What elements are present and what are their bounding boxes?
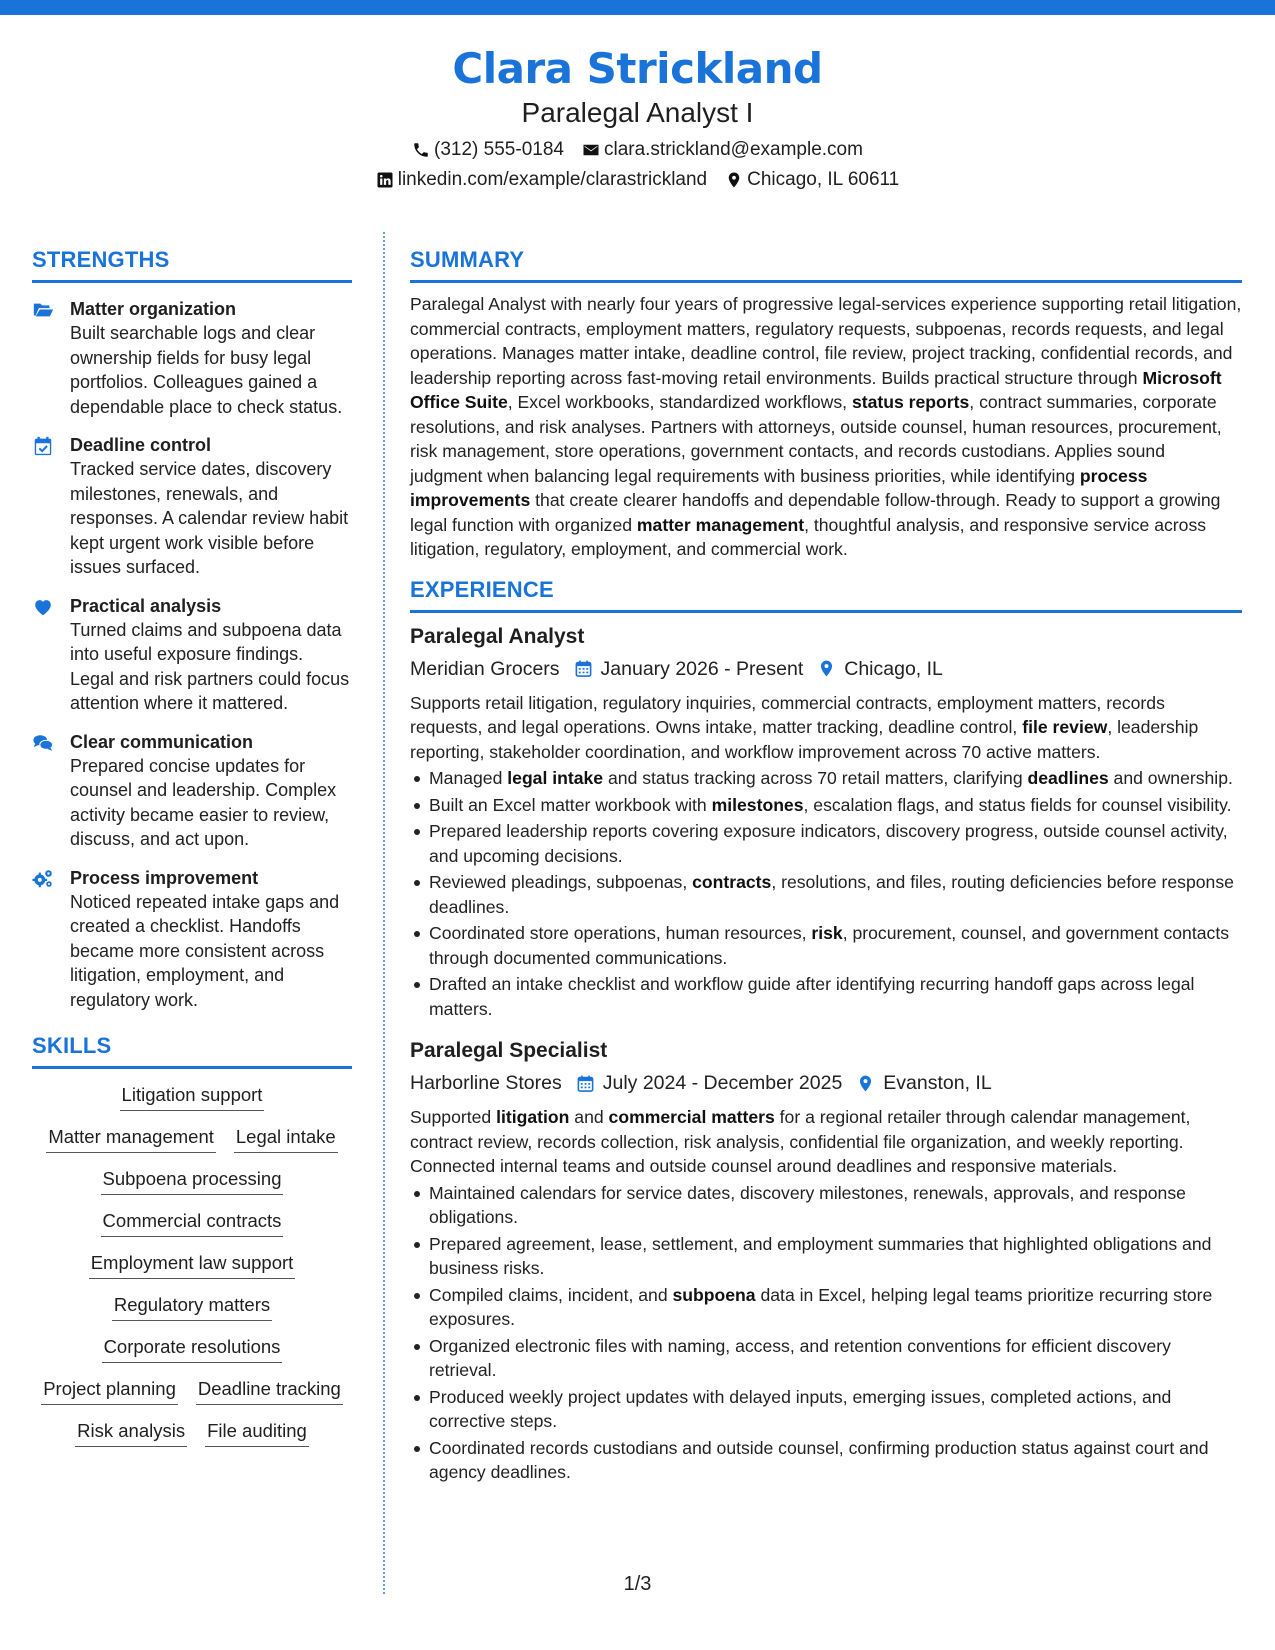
phone-icon (412, 141, 430, 159)
skill-tag: Risk analysis (75, 1418, 187, 1447)
text-run: , procurement, counsel, and government contacts through documented communications. (429, 923, 1230, 968)
bold-keyword: status reports (851, 392, 970, 412)
text-run: Managed (429, 768, 508, 788)
bold-keyword: process improvements (410, 465, 1148, 510)
strength-desc: Prepared concise updates for counsel and leadership. Complex activity became easier to review, discuss, and act upon. (70, 755, 337, 849)
bullet-item (410, 766, 1242, 791)
job-company: Meridian Grocers (410, 657, 560, 680)
job-location: Evanston, IL (883, 1072, 992, 1094)
strength-desc: Tracked service dates, discovery milestones, renewals, and responses. A calendar review habit kept urgent work visible before issues surfaced. (70, 459, 349, 577)
bold-keyword: milestones (711, 794, 804, 815)
job-dates: January 2026 - Present (600, 657, 804, 680)
text-run: Reviewed pleadings, subpoenas, (429, 872, 693, 892)
bold-keyword: litigation (496, 1107, 570, 1127)
bold-keyword: legal intake (507, 768, 604, 788)
text-run: Paralegal Analyst with nearly four years of progressive legal-services experience supporting retail litigation, commercial contracts, employment matters, regulatory requests, subpoenas, records requests, and legal operations. Manages matter intake, deadline control, file review, project tracking, confidential records, and leadership reporting across fast-moving retail environments. Builds practical structure through (410, 294, 1242, 388)
text-run: Produced weekly project updates with delayed inputs, emerging issues, completed actions, and corrective steps. (429, 1386, 1172, 1431)
calendar-icon (576, 1074, 595, 1093)
strength-title: Practical analysis (70, 595, 222, 616)
text-run: , contract summaries, corporate resolutions, and risk analyses. Partners with attorneys, outside counsel, human resources, procurement, risk management, store operations, government contacts, and records custodians. Applies sound judgment when balancing legal requirements with business priorities, while identifying (410, 392, 1222, 486)
job-title: Paralegal Analyst (410, 624, 585, 648)
bold-keyword: commercial matters (608, 1107, 775, 1127)
job-title: Paralegal Specialist (410, 1039, 608, 1062)
skill-tag: Corporate resolutions (102, 1334, 283, 1363)
strength-item (32, 433, 352, 580)
job-entry (410, 1037, 1242, 1485)
phone-text: (312) 555-0184 (434, 139, 564, 160)
job-bullets (410, 766, 1242, 1021)
folder-open-icon (32, 299, 54, 321)
bullet-item (410, 1181, 1242, 1230)
bold-keyword: subpoena (672, 1284, 756, 1305)
top-accent-bar (0, 0, 1275, 15)
heart-icon (32, 596, 54, 618)
strength-desc: Noticed repeated intake gaps and created a checklist. Handoffs became more consistent across litigation, employment, and regulatory work. (70, 891, 340, 1010)
text-run: , resolutions, and files, routing deficiencies before response deadlines. (429, 872, 1234, 917)
job-company: Harborline Stores (410, 1072, 562, 1094)
text-run: , thoughtful analysis, and responsive service across litigation, regulatory, employment, and commercial work. (410, 514, 1207, 559)
bullet-item (410, 819, 1242, 868)
text-run: Coordinated records custodians and outside counsel, confirming production status against court and agency deadlines. (429, 1437, 1209, 1482)
text-run: Coordinated store operations, human resources, (429, 923, 812, 943)
resume-header (0, 42, 1275, 192)
text-run: for a regional retailer through calendar management, contract review, records collection, risk analysis, confidential file organization, and weekly reporting. Connected internal teams and outside counsel around deadlines and responsive materials. (410, 1107, 1191, 1176)
text-run: , escalation flags, and status fields for counsel visibility. (803, 794, 1232, 815)
text-run: that create clearer handoffs and dependable follow-through. Ready to support a growing legal function with organized (410, 490, 1221, 535)
comments-icon (32, 732, 54, 754)
text-run: Supported (410, 1107, 497, 1127)
candidate-title: Paralegal Analyst I (521, 97, 754, 128)
job-entry (410, 623, 1242, 1022)
summary-text (410, 292, 1242, 562)
strength-item (32, 594, 352, 716)
skill-tag: Regulatory matters (112, 1292, 272, 1321)
calendar-check-icon (32, 435, 54, 457)
text-run: and status tracking across 70 retail matters, clarifying (603, 768, 1028, 788)
linkedin-contact[interactable] (376, 168, 707, 192)
bold-keyword: contracts (692, 872, 772, 892)
page-number: 1/3 (623, 1573, 652, 1595)
phone-contact (412, 138, 564, 162)
text-run: data in Excel, helping legal teams prioritize recurring store exposures. (429, 1284, 1213, 1329)
strength-item (32, 297, 352, 419)
skills-list (32, 1082, 352, 1447)
text-run: Supports retail litigation, regulatory inquiries, commercial contracts, employment matters, records requests, and legal operations. Owns intake, matter tracking, deadline control, (410, 692, 1165, 737)
job-location: Chicago, IL (844, 657, 943, 680)
text-run: Prepared agreement, lease, settlement, and employment summaries that highlighted obligations and business risks. (429, 1233, 1212, 1278)
bullet-item (410, 921, 1242, 970)
bullet-item (410, 972, 1242, 1021)
skill-tag: Litigation support (120, 1082, 265, 1111)
bold-keyword: Microsoft Office Suite (410, 367, 1222, 412)
skill-tag: Subpoena processing (101, 1166, 284, 1195)
skill-tag: File auditing (205, 1418, 309, 1447)
job-bullets (410, 1181, 1242, 1485)
strength-title: Process improvement (70, 867, 259, 888)
location-contact (725, 168, 899, 192)
strength-title: Matter organization (70, 299, 237, 319)
email-text[interactable]: clara.strickland@example.com (603, 139, 863, 160)
skill-tag: Employment law support (89, 1250, 296, 1279)
job-meta (410, 655, 1242, 683)
strength-item (32, 866, 352, 1013)
job-meta (410, 1069, 1242, 1097)
skill-tag: Project planning (41, 1376, 178, 1405)
map-marker-icon (817, 659, 836, 678)
map-marker-icon (725, 171, 743, 189)
candidate-name: Clara Strickland (452, 44, 823, 93)
skill-tag: Legal intake (234, 1124, 338, 1153)
linkedin-text[interactable]: linkedin.com/example/clarastrickland (397, 169, 708, 190)
skill-tag: Commercial contracts (101, 1208, 284, 1237)
email-contact[interactable] (582, 138, 863, 162)
strength-desc: Turned claims and subpoena data into useful exposure findings. Legal and risk partners could focus attention where it mattered. (70, 619, 350, 713)
text-run: and (569, 1107, 609, 1127)
text-run: Compiled claims, incident, and (429, 1284, 673, 1305)
strength-title: Deadline control (70, 435, 212, 455)
bold-keyword: risk (811, 923, 843, 943)
contact-row-1 (0, 138, 1275, 162)
bullet-item (410, 1334, 1242, 1383)
text-run: Organized electronic files with naming, access, and retention conventions for efficient discovery retrieval. (429, 1335, 1171, 1380)
text-run: , leadership reporting, stakeholder coordination, and workflow improvement across 70 active matters. (410, 717, 1199, 762)
text-run: Prepared leadership reports covering exposure indicators, discovery progress, outside counsel activity, and upcoming decisions. (429, 821, 1228, 866)
skill-tag: Deadline tracking (196, 1376, 343, 1405)
bold-keyword: file review (1022, 717, 1108, 737)
text-run: Maintained calendars for service dates, discovery milestones, renewals, approvals, and response obligations. (429, 1182, 1186, 1227)
column-divider (383, 232, 385, 1594)
bold-keyword: matter management (636, 514, 805, 535)
linkedin-icon (376, 171, 394, 189)
cogs-icon (32, 868, 54, 890)
bold-keyword: deadlines (1027, 768, 1109, 788)
text-run: , Excel workbooks, standardized workflows, (507, 392, 852, 412)
bullet-item (410, 1283, 1242, 1332)
job-description (410, 1105, 1242, 1179)
calendar-icon (574, 659, 593, 678)
job-description (410, 691, 1242, 765)
strength-item (32, 730, 352, 852)
right-column (410, 246, 1242, 1485)
bullet-item (410, 1232, 1242, 1281)
text-run: Drafted an intake checklist and workflow guide after identifying recurring handoff gaps across legal matters. (429, 974, 1195, 1019)
map-marker-icon (856, 1074, 875, 1093)
bullet-item (410, 793, 1242, 818)
strength-title: Clear communication (70, 731, 254, 752)
bullet-item (410, 1385, 1242, 1434)
text-run: Built an Excel matter workbook with (429, 794, 712, 815)
location-text: Chicago, IL 60611 (747, 169, 900, 190)
summary-heading: SUMMARY (410, 246, 1242, 283)
contact-row-2 (0, 168, 1275, 192)
experience-heading: EXPERIENCE (410, 576, 1242, 613)
skill-tag: Matter management (46, 1124, 216, 1153)
strength-desc: Built searchable logs and clear ownership fields for busy legal portfolios. Colleagues gained a dependable place to check status. (70, 323, 343, 417)
envelope-icon (582, 141, 600, 159)
bullet-item (410, 1436, 1242, 1485)
text-run: and ownership. (1108, 768, 1233, 788)
job-dates: July 2024 - December 2025 (602, 1072, 843, 1094)
strengths-heading: STRENGTHS (32, 246, 352, 283)
skills-heading: SKILLS (32, 1032, 352, 1069)
left-column (32, 246, 352, 1447)
bullet-item (410, 870, 1242, 919)
